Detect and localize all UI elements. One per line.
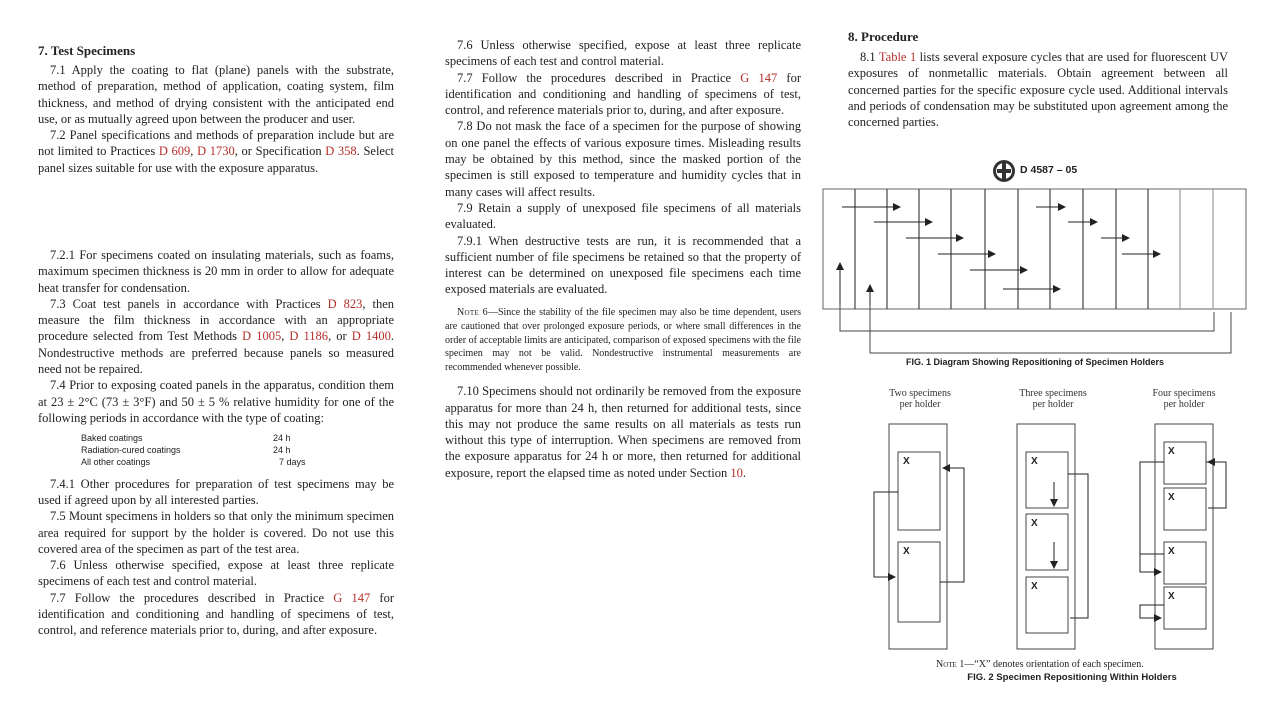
para-7-5: 7.5 Mount specimens in holders so that only the minimum specimen area required for support by the holder is covered. Do not use this covered area of the specimen as part of the test area.	[38, 509, 394, 556]
ref-d1005-link[interactable]: D 1005	[242, 329, 282, 344]
x-mark: X	[1031, 456, 1038, 467]
astm-logo-icon	[992, 158, 1016, 184]
ref-d1730-link[interactable]: D 1730	[197, 144, 235, 159]
ref-table-1-link[interactable]: Table 1	[878, 50, 917, 64]
standard-number: D 4587 – 05	[1020, 164, 1078, 176]
x-mark: X	[903, 456, 910, 467]
holder-label-four: Four specimens per holder	[1152, 388, 1216, 410]
ref-d823-link[interactable]: D 823	[327, 296, 363, 311]
para-7-6: 7.6 Unless otherwise specified, expose at least three replicate specimens of each test and control material.	[38, 558, 394, 589]
table-row: All other coatings 7 days	[81, 456, 306, 467]
fig1-caption: FIG. 1 Diagram Showing Repositioning of Specimen Holders	[905, 357, 1165, 367]
section-7-title: 7. Test Specimens	[38, 43, 136, 58]
holder-label-two: Two specimens per holder	[889, 388, 951, 410]
para-7-7: 7.7 Follow the procedures described in Practice G 147 for identification and conditioning and handling of specimens of test, control, and reference materials prior to, during, and after exposure.	[38, 590, 395, 638]
para-7-1: 7.1 Apply the coating to flat (plane) panels with the substrate, method of preparation, method of application, coating system, film thickness, and method of drying consistent with the anticipated end use, or as mutually agreed upon between the producer and user.	[38, 63, 394, 126]
ref-section-10-link[interactable]: 10	[730, 465, 743, 480]
table-row: Radiation-cured coatings 24 h	[81, 445, 291, 456]
ref-g147-link[interactable]: G 147	[333, 590, 371, 605]
x-mark: X	[1031, 518, 1038, 529]
para-7-6: 7.6 Unless otherwise specified, expose at least three replicate specimens of each test and control material.	[445, 38, 801, 69]
para-7-7: 7.7 Follow the procedures described in Practice G 147 for identification and conditioning and handling of specimens of test, control, and reference materials prior to, during, and after exposure.	[445, 70, 802, 118]
holder-label-three: Three specimens per holder	[1019, 388, 1087, 410]
ref-d609-link[interactable]: D 609	[158, 144, 191, 159]
table-row: Baked coatings 24 h	[81, 433, 291, 444]
fig2-diagram	[822, 422, 1248, 654]
conditioning-periods-table	[81, 433, 306, 468]
para-7-9: 7.9 Retain a supply of unexposed file specimens of all materials evaluated.	[445, 200, 801, 232]
fig1-diagram	[822, 187, 1248, 359]
fig2-caption: FIG. 2 Specimen Repositioning Within Holders	[967, 672, 1177, 683]
ref-g147-link[interactable]: G 147	[740, 70, 778, 85]
para-7-10: 7.10 Specimens should not ordinarily be removed from the exposure apparatus for more than 24 h, then returned for additional tests, since this may not produce the same results on all materials as tests run without this type of interruption. When specimens are removed from the exposure apparatus for 24 h or more, then returned for additional exposure, report the elapsed time as noted under Section 10.	[445, 384, 801, 480]
para-7-2: 7.2 Panel specifications and methods of preparation include but are not limited to Practices D 609, D 1730, or Specification D 358. Select panel sizes suitable for use with the exposure apparatus.	[38, 128, 394, 175]
ref-d1186-link[interactable]: D 1186	[289, 329, 329, 344]
x-mark: X	[903, 546, 910, 557]
x-mark: X	[1168, 591, 1175, 602]
para-7-2-1: 7.2.1 For specimens coated on insulating materials, such as foams, maximum specimen thickness is 20 mm in order to allow for adequate heat transfer for condensation.	[38, 248, 394, 295]
para-7-4-1: 7.4.1 Other procedures for preparation of test specimens may be used if agreed upon by all interested parties.	[38, 476, 394, 507]
para-8-1: 8.1 Table 1 lists several exposure cycles that are used for fluorescent UV exposures of nonmetallic materials. Obtain agreement between all concerned parties for the specific exposure cycle used. Additional intervals and periods of condensation may be substituted upon agreement among the concerned parties.	[848, 50, 1228, 130]
x-mark: X	[1031, 581, 1038, 592]
note-6: Note 6—Since the stability of the file specimen may also be time dependent, users are cautioned that over prolonged exposure periods, or where small differences in the order of acceptable limits are anticipated, comparison of exposed specimens with the file specimen may not be valid. Nondestructive instrumental measurements are recommended whenever possible.	[445, 306, 801, 374]
para-7-8: 7.8 Do not mask the face of a specimen for the purpose of showing on one panel the effects of various exposure times. Misleading results may be obtained by this method, since the masked portion of the specimen is still exposed to temperature and humidity cycles that in many cases will affect results.	[445, 119, 801, 199]
para-7-3: 7.3 Coat test panels in accordance with Practices D 823, then measure the film thickness in accordance with an appropriate procedure selected from Test Methods D 1005, D 1186, or D 1400. Nondestructive methods are preferred because panels so measured need not be repaired.	[38, 296, 394, 377]
x-mark: X	[1168, 546, 1175, 557]
x-mark: X	[1168, 446, 1175, 457]
section-8-title: 8. Procedure	[848, 29, 919, 44]
note-1: Note 1—“X” denotes orientation of each specimen.	[936, 659, 1144, 670]
ref-d1400-link[interactable]: D 1400	[351, 329, 391, 344]
x-mark: X	[1168, 492, 1175, 503]
para-7-4: 7.4 Prior to exposing coated panels in the apparatus, condition them at 23 ± 2°C (73 ± 3°F) and 50 ± 5 % relative humidity for one of the following periods in accordance with the type of coating:	[38, 378, 394, 425]
para-7-9-1: 7.9.1 When destructive tests are run, it is recommended that a sufficient number of file specimens be retained so that the property of interest can be determined on unexposed file specimens each time exposed materials are evaluated.	[445, 233, 801, 297]
ref-d358-link[interactable]: D 358	[325, 144, 357, 159]
